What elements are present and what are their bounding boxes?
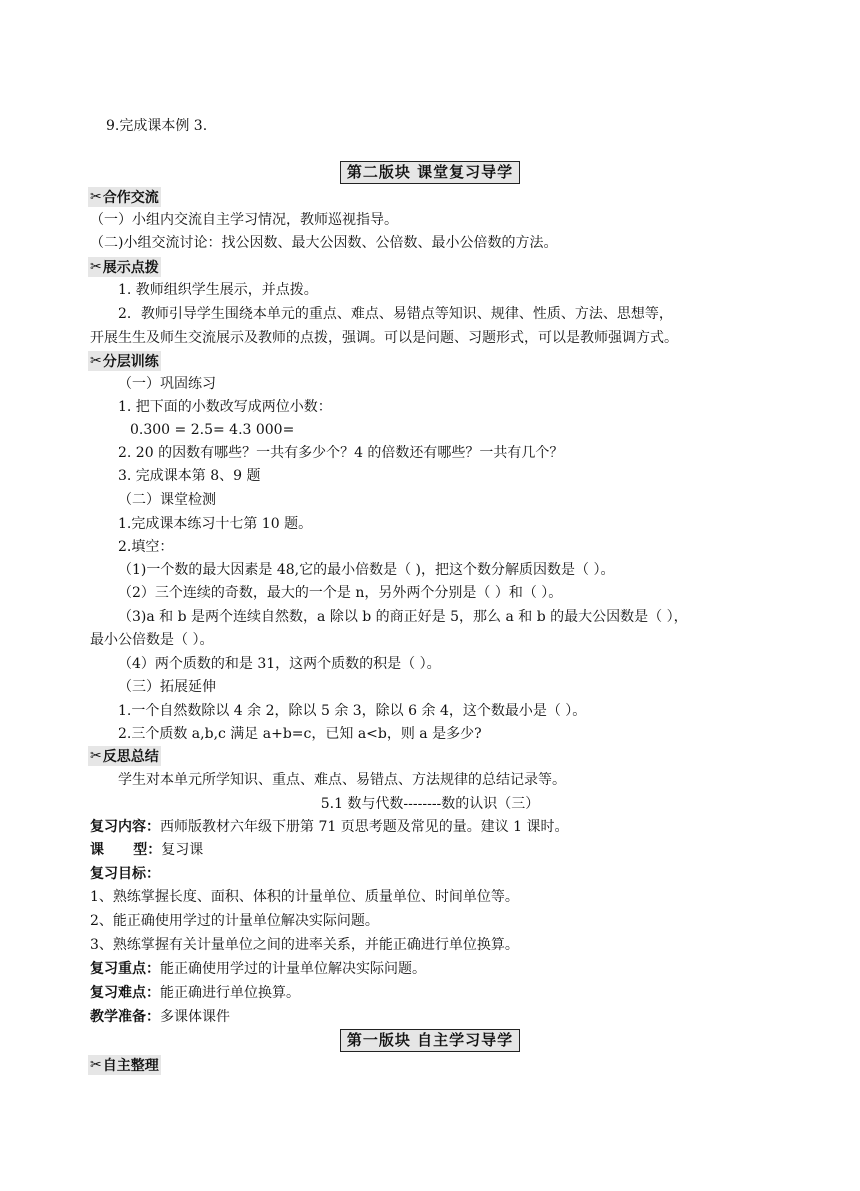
info-key-value: 能正确使用学过的计量单位解决实际问题。 — [160, 961, 426, 977]
fenceng-line-2: 1. 把下面的小数改写成两位小数： — [118, 399, 332, 415]
fenceng-line-9: （1)一个数的最大因素是 48,它的最小倍数是（ )，把这个数分解质因数是（ ）。 — [118, 562, 615, 578]
section-zizhu-title: 自主整理 — [102, 1058, 159, 1074]
fenceng-line-12: 最小公倍数是（ ）。 — [90, 632, 214, 648]
fansi-line: 学生对本单元所学知识、重点、难点、易错点、方法规律的总结记录等。 — [118, 772, 566, 788]
goal-2: 2、能正确使用学过的计量单位解决实际问题。 — [90, 913, 379, 929]
info-diff-label: 复习难点： — [90, 985, 160, 1001]
lesson-title: 5.1 数与代数--------数的认识（三） — [320, 796, 540, 812]
info-goal-label-line — [90, 864, 772, 886]
hezuo-line-2: （二)小组交流讨论：找公因数、最大公因数、公倍数、最小公倍数的方法。 — [90, 235, 558, 251]
scissors-icon: ✂ — [90, 748, 102, 764]
info-key — [90, 959, 772, 981]
section-hezuo — [88, 187, 161, 207]
zhanshi-line-3: 开展生生及师生交流展示及教师的点拨，强调。可以是问题、习题形式，可以是教师强调方式。 — [90, 330, 678, 346]
goal-1: 1、熟练掌握长度、面积、体积的计量单位、质量单位、时间单位等。 — [90, 889, 519, 905]
section-fansi-title: 反思总结 — [102, 749, 159, 765]
info-prep — [90, 1007, 772, 1029]
fenceng-line-5: 3. 完成课本第 8、9 题 — [118, 468, 261, 484]
info-prep-value: 多课体课件 — [160, 1009, 230, 1025]
fenceng-line-1: （一）巩固练习 — [118, 376, 216, 392]
scissors-icon: ✂ — [90, 353, 102, 369]
section-fenceng-title: 分层训练 — [102, 354, 159, 370]
goal-3: 3、熟练掌握有关计量单位之间的进率关系，并能正确进行单位换算。 — [90, 937, 519, 953]
info-prep-label: 教学准备： — [90, 1009, 160, 1025]
fenceng-line-3: 0.300 = 2.5= 4.3 000= — [130, 422, 295, 438]
zhanshi-line-1: 1. 教师组织学生展示，并点拨。 — [118, 282, 318, 298]
top-line: 9.完成课本例 3. — [106, 118, 208, 134]
fenceng-line-15: 1.一个自然数除以 4 余 2，除以 5 余 3，除以 6 余 4，这个数最小是（ ）。 — [118, 703, 587, 719]
section-zizhu — [88, 1055, 161, 1075]
scissors-icon: ✂ — [90, 189, 102, 205]
fenceng-line-11: （3)a 和 b 是两个连续自然数，a 除以 b 的商正好是 5，那么 a 和 b 的最大公因数是（ ）， — [118, 609, 688, 625]
section-fenceng — [88, 351, 161, 371]
section-zhanshi-title: 展示点拨 — [102, 260, 159, 276]
info-content-label: 复习内容： — [90, 819, 160, 835]
fenceng-line-13: （4）两个质数的和是 31，这两个质数的积是（ ）。 — [118, 656, 441, 672]
section-fansi — [88, 746, 161, 766]
banner-section-2-wrap — [0, 161, 860, 184]
info-content — [90, 817, 772, 839]
banner-section-2: 第二版块 课堂复习导学 — [340, 161, 520, 184]
fenceng-line-14: （三）拓展延伸 — [118, 679, 216, 695]
banner-section-1-wrap — [0, 1029, 860, 1052]
info-diff — [90, 983, 772, 1005]
hezuo-line-1: （一）小组内交流自主学习情况，教师巡视指导。 — [90, 212, 398, 228]
scissors-icon: ✂ — [90, 259, 102, 275]
scissors-icon: ✂ — [90, 1057, 102, 1073]
section-zhanshi — [88, 257, 161, 277]
info-key-label: 复习重点： — [90, 961, 160, 977]
info-type — [90, 840, 772, 862]
fenceng-line-6: （二）课堂检测 — [118, 492, 216, 508]
fenceng-line-10: （2）三个连续的奇数，最大的一个是 n，另外两个分别是（ ）和（ ）。 — [118, 585, 563, 601]
section-hezuo-title: 合作交流 — [102, 190, 159, 206]
banner-section-1: 第一版块 自主学习导学 — [340, 1029, 520, 1052]
info-diff-value: 能正确进行单位换算。 — [160, 985, 300, 1001]
zhanshi-line-2: 2．教师引导学生围绕本单元的重点、难点、易错点等知识、规律、性质、方法、思想等， — [118, 306, 673, 322]
info-goal-label: 复习目标： — [90, 866, 160, 882]
info-type-value: 复习课 — [161, 842, 204, 858]
info-type-label: 课 型： — [90, 842, 162, 858]
fenceng-line-16: 2.三个质数 a,b,c 满足 a+b=c，已知 a<b，则 a 是多少? — [118, 726, 482, 742]
fenceng-line-4: 2. 20 的因数有哪些？一共有多少个？4 的倍数还有哪些？一共有几个？ — [118, 445, 564, 461]
info-content-value: 西师版教材六年级下册第 71 页思考题及常见的量。建议 1 课时。 — [160, 819, 569, 835]
fenceng-line-8: 2.填空： — [118, 539, 174, 555]
fenceng-line-7: 1.完成课本练习十七第 10 题。 — [118, 516, 313, 532]
